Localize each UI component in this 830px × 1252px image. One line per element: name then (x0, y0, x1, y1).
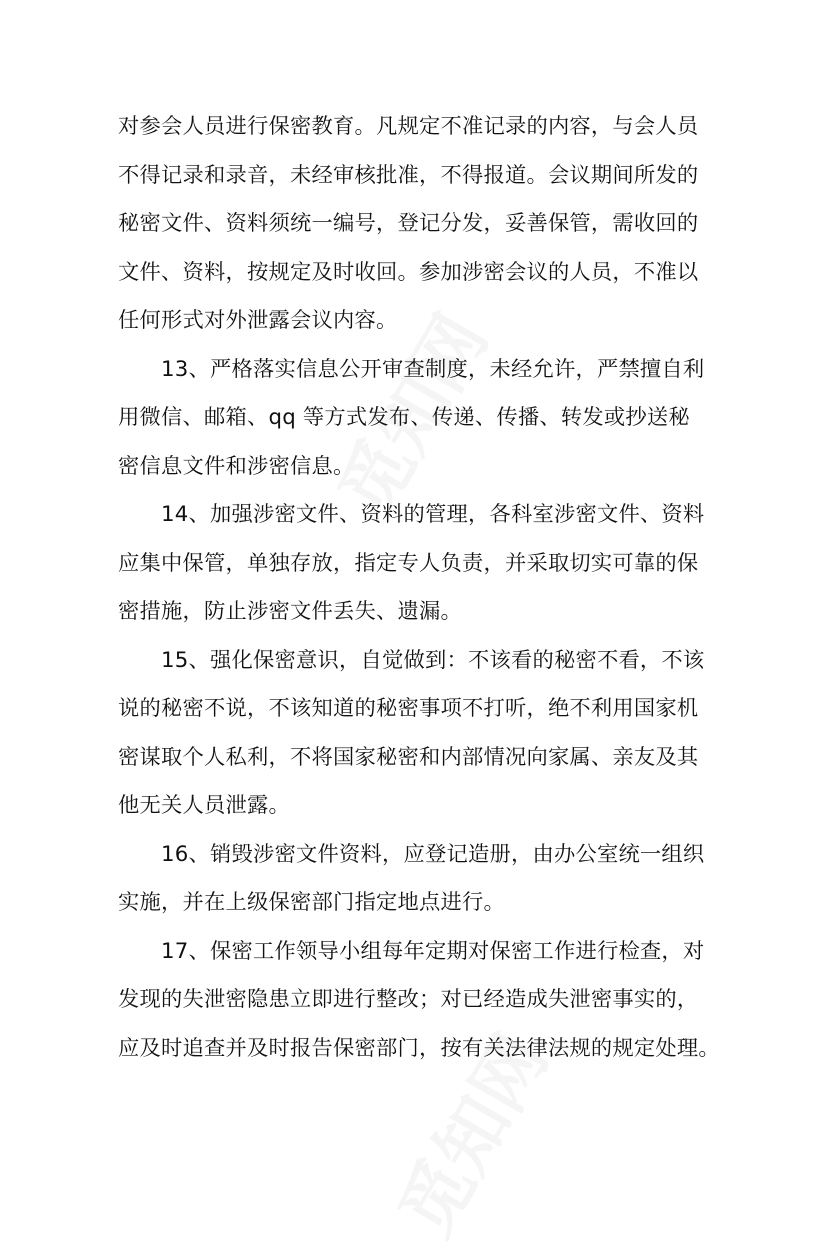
paragraph-item-17 (118, 928, 718, 1074)
text-line: 应及时追查并及时报告保密部门，按有关法律法规的规定处理。 (118, 1035, 720, 1061)
text-line: 发现的失泄密隐患立即进行整改；对已经造成失泄密事实的， (118, 987, 699, 1012)
text-line: 密信息文件和涉密信息。 (118, 453, 355, 479)
text-line: 16、销毁涉密文件资料，应登记造册，由办公室统一组织 (161, 841, 705, 867)
paragraph-meeting-confidentiality (118, 103, 718, 346)
paragraph-item-15 (118, 637, 718, 831)
document-body (118, 103, 718, 1073)
text-line: 秘密文件、资料须统一编号，登记分发，妥善保管，需收回的 (118, 211, 699, 236)
text-line: 说的秘密不说，不该知道的秘密事项不打听，绝不利用国家机 (118, 696, 699, 721)
text-line: 不得记录和录音，未经审核批准，不得报道。会议期间所发的 (118, 162, 699, 188)
text-line: 任何形式对外泄露会议内容。 (118, 308, 398, 333)
text-line: 17、保密工作领导小组每年定期对保密工作进行检查，对 (161, 938, 705, 964)
text-line: 他无关人员泄露。 (118, 793, 290, 818)
text-line: 对参会人员进行保密教育。凡规定不准记录的内容，与会人员 (118, 114, 699, 139)
text-line: 密谋取个人私利，不将国家秘密和内部情况向家属、亲友及其 (118, 744, 699, 770)
paragraph-item-13 (118, 346, 718, 492)
text-line: 15、强化保密意识，自觉做到：不该看的秘密不看，不该 (161, 647, 705, 673)
text-line: 14、加强涉密文件、资料的管理，各科室涉密文件、资料 (161, 502, 705, 527)
text-line: 文件、资料，按规定及时收回。参加涉密会议的人员，不准以 (118, 259, 699, 285)
text-line: 用微信、邮箱、qq 等方式发布、传递、传播、转发或抄送秘 (118, 405, 690, 430)
paragraph-item-14 (118, 491, 718, 637)
text-line: 实施，并在上级保密部门指定地点进行。 (118, 890, 505, 915)
text-line: 密措施，防止涉密文件丢失、遗漏。 (118, 599, 462, 624)
paragraph-item-16 (118, 831, 718, 928)
text-line: 应集中保管，单独存放，指定专人负责，并采取切实可靠的保 (118, 550, 699, 576)
text-line: 13、严格落实信息公开审查制度，未经允许，严禁擅自利 (161, 356, 705, 382)
